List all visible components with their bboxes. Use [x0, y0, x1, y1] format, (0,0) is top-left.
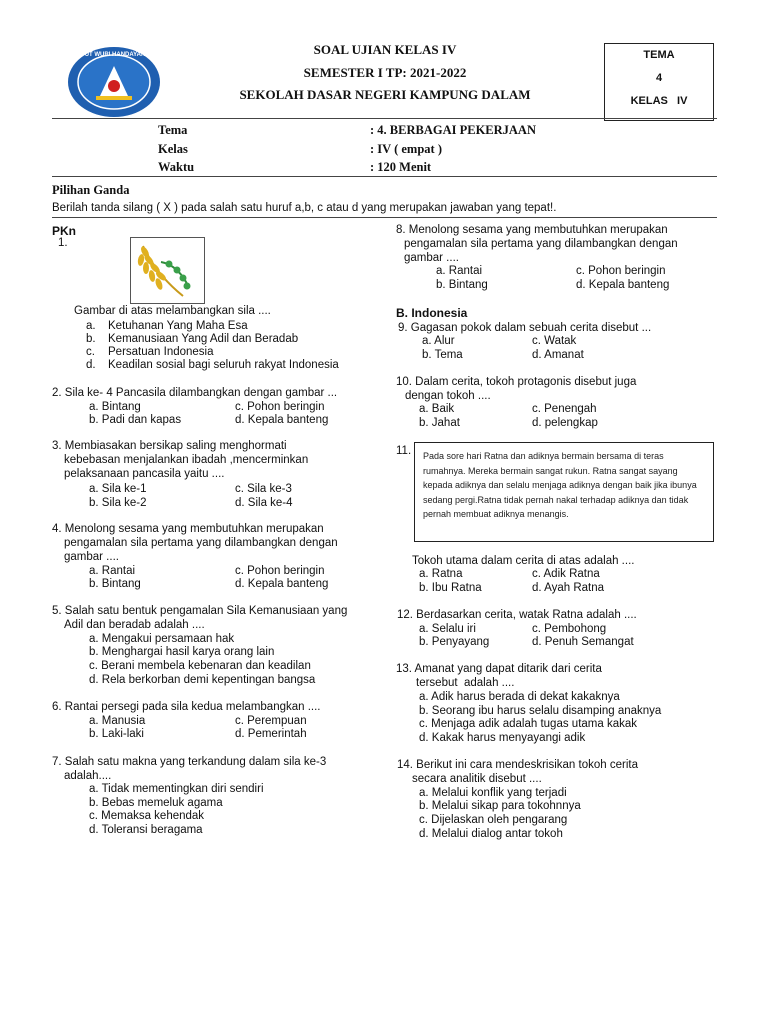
- header-title: SOAL UJIAN KELAS IV: [313, 42, 457, 57]
- q1-option-a-letter[interactable]: a.: [86, 320, 96, 332]
- q11-option-a[interactable]: a. Ratna: [419, 568, 463, 580]
- q13-option-d[interactable]: d. Kakak harus menyayangi adik: [419, 732, 586, 744]
- q10-option-a[interactable]: a. Baik: [419, 403, 455, 415]
- q14-line1: 14. Berikut ini cara mendeskrisikan tokoh cerita: [397, 759, 638, 771]
- q7-option-d[interactable]: d. Toleransi beragama: [89, 824, 203, 836]
- q6-option-b[interactable]: b. Laki-laki: [89, 728, 144, 740]
- logo-text: TUT WURI HANDAYANI: [81, 52, 147, 58]
- q12-option-a[interactable]: a. Selalu iri: [419, 623, 476, 635]
- q3-line2: kebebasan menjalankan ibadah ,mencerminkan: [64, 454, 309, 466]
- q12-option-c[interactable]: c. Pembohong: [532, 623, 607, 635]
- q4-option-d[interactable]: d. Kepala banteng: [235, 578, 329, 590]
- padi-kapas-icon: [131, 238, 204, 303]
- subject-pkn: PKn: [52, 224, 76, 238]
- header-school: SEKOLAH DASAR NEGERI KAMPUNG DALAM: [239, 87, 531, 102]
- q8-option-a[interactable]: a. Rantai: [436, 265, 483, 277]
- q10-line1: 10. Dalam cerita, tokoh protagonis disebut juga: [396, 376, 637, 388]
- q14-option-c[interactable]: c. Dijelaskan oleh pengarang: [419, 814, 568, 826]
- q9-option-b[interactable]: b. Tema: [422, 349, 463, 361]
- q5-line1: 5. Salah satu bentuk pengamalan Sila Kemanusiaan yang: [52, 605, 348, 617]
- q12-option-b[interactable]: b. Penyayang: [419, 636, 490, 648]
- q11-option-b[interactable]: b. Ibu Ratna: [419, 582, 482, 594]
- info-kelas-label: Kelas: [158, 142, 188, 156]
- q2-option-b[interactable]: b. Padi dan kapas: [89, 414, 182, 426]
- q9-text: 9. Gagasan pokok dalam sebuah cerita disebut ...: [398, 322, 652, 334]
- q2-text: 2. Sila ke- 4 Pancasila dilambangkan dengan gambar ...: [52, 387, 338, 399]
- q8-line2: pengamalan sila pertama yang dilambangkan dengan: [404, 238, 678, 250]
- info-waktu-value: : 120 Menit: [370, 160, 432, 174]
- q13-option-c[interactable]: c. Menjaga adik adalah tugas utama kakak: [419, 718, 637, 730]
- q6-text: 6. Rantai persegi pada sila kedua melambangkan ....: [52, 701, 321, 713]
- school-logo: [66, 46, 162, 118]
- q12-text: 12. Berdasarkan cerita, watak Ratna adalah ....: [397, 609, 637, 621]
- story-text: Pada sore hari Ratna dan adiknya bermain bersama di teras rumahnya. Mereka bermain sangat rukun. Ratna sangat sayang kepada adiknya dan selalu menjaga adiknya dengan baik jika ibunya sedang pergi.Ratna tidak pernah nakal terhadap adiknya dan tidak pernah membuat adiknya menangis.: [423, 451, 697, 519]
- instruction-divider: [52, 217, 717, 218]
- q11-text: Tokoh utama dalam cerita di atas adalah ....: [412, 555, 635, 567]
- q3-option-d[interactable]: d. Sila ke-4: [235, 497, 293, 509]
- q7-line1: 7. Salah satu makna yang terkandung dalam sila ke-3: [52, 756, 327, 768]
- q4-option-c[interactable]: c. Pohon beringin: [235, 565, 325, 577]
- q10-option-d[interactable]: d. pelengkap: [532, 417, 598, 429]
- q11-number: 11.: [396, 445, 412, 457]
- subject-bindonesia: B. Indonesia: [396, 306, 468, 320]
- q14-option-b[interactable]: b. Melalui sikap para tokohnnya: [419, 800, 581, 812]
- q1-option-c-letter[interactable]: c.: [86, 346, 95, 358]
- info-tema-value: : 4. BERBAGAI PEKERJAAN: [370, 123, 536, 137]
- info-divider: [52, 176, 717, 177]
- q9-option-c[interactable]: c. Watak: [532, 335, 577, 347]
- q12-option-d[interactable]: d. Penuh Semangat: [532, 636, 634, 648]
- q8-option-c[interactable]: c. Pohon beringin: [576, 265, 666, 277]
- header-semester: SEMESTER I TP: 2021-2022: [303, 65, 467, 80]
- info-kelas-value: : IV ( empat ): [370, 142, 442, 156]
- q3-option-a[interactable]: a. Sila ke-1: [89, 483, 147, 495]
- q8-line1: 8. Menolong sesama yang membutuhkan merupakan: [396, 224, 668, 236]
- tema-box: [604, 43, 714, 121]
- q8-option-b[interactable]: b. Bintang: [436, 279, 488, 291]
- q3-line1: 3. Membiasakan bersikap saling menghormati: [52, 440, 287, 452]
- q8-option-d[interactable]: d. Kepala banteng: [576, 279, 670, 291]
- q1-option-a[interactable]: Ketuhanan Yang Maha Esa: [108, 320, 248, 332]
- q10-option-c[interactable]: c. Penengah: [532, 403, 597, 415]
- q1-option-d-letter[interactable]: d.: [86, 359, 96, 371]
- padi-kapas-image: [130, 237, 205, 304]
- q9-option-a[interactable]: a. Alur: [422, 335, 455, 347]
- story-box: [414, 442, 714, 542]
- q4-line3: gambar ....: [64, 551, 119, 563]
- q14-option-d[interactable]: d. Melalui dialog antar tokoh: [419, 828, 563, 840]
- q2-option-d[interactable]: d. Kepala banteng: [235, 414, 329, 426]
- q5-line2: Adil dan beradab adalah ....: [64, 619, 205, 631]
- tema-label: TEMA: [643, 49, 675, 61]
- q1-text: Gambar di atas melambangkan sila ....: [74, 305, 271, 317]
- q11-option-c[interactable]: c. Adik Ratna: [532, 568, 600, 580]
- tema-value: 4: [655, 72, 663, 84]
- q11-option-d[interactable]: d. Ayah Ratna: [532, 582, 605, 594]
- q6-option-d[interactable]: d. Pemerintah: [235, 728, 307, 740]
- q13-line2: tersebut adalah ....: [416, 677, 515, 689]
- q14-option-a[interactable]: a. Melalui konflik yang terjadi: [419, 787, 567, 799]
- q13-line1: 13. Amanat yang dapat ditarik dari cerita: [396, 663, 602, 675]
- q4-option-b[interactable]: b. Bintang: [89, 578, 141, 590]
- q1-option-b-letter[interactable]: b.: [86, 333, 96, 345]
- q1-option-d[interactable]: Keadilan sosial bagi seluruh rakyat Indonesia: [108, 359, 339, 371]
- q5-option-a[interactable]: a. Mengakui persamaan hak: [89, 633, 235, 645]
- q2-option-c[interactable]: c. Pohon beringin: [235, 401, 325, 413]
- q14-line2: secara analitik disebut ....: [412, 773, 542, 785]
- q5-option-c[interactable]: c. Berani membela kebenaran dan keadilan: [89, 660, 311, 672]
- q10-option-b[interactable]: b. Jahat: [419, 417, 460, 429]
- q3-option-b[interactable]: b. Sila ke-2: [89, 497, 147, 509]
- q3-line3: pelaksanaan pancasila yaitu ....: [64, 468, 225, 480]
- q7-line2: adalah....: [64, 770, 112, 782]
- q4-line2: pengamalan sila pertama yang dilambangkan dengan: [64, 537, 338, 549]
- instruction: Berilah tanda silang ( X ) pada salah satu huruf a,b, c atau d yang merupakan jawaban yang tepat!.: [52, 202, 557, 214]
- kelas-label: KELAS IV: [630, 95, 688, 107]
- section-title: Pilihan Ganda: [52, 183, 130, 197]
- q6-option-a[interactable]: a. Manusia: [89, 715, 146, 727]
- q8-line3: gambar ....: [404, 252, 459, 264]
- q5-option-d[interactable]: d. Rela berkorban demi kepentingan bangsa: [89, 674, 316, 686]
- q4-option-a[interactable]: a. Rantai: [89, 565, 136, 577]
- q1-number: 1.: [58, 237, 68, 249]
- q9-option-d[interactable]: d. Amanat: [532, 349, 584, 361]
- header-divider: [52, 118, 717, 119]
- q1-option-c[interactable]: Persatuan Indonesia: [108, 346, 214, 358]
- q7-option-b[interactable]: b. Bebas memeluk agama: [89, 797, 223, 809]
- q4-line1: 4. Menolong sesama yang membutuhkan merupakan: [52, 523, 324, 535]
- q13-option-b[interactable]: b. Seorang ibu harus selalu disamping anaknya: [419, 705, 662, 717]
- info-tema-label: Tema: [158, 123, 188, 137]
- info-waktu-label: Waktu: [158, 160, 195, 174]
- q7-option-a[interactable]: a. Tidak mementingkan diri sendiri: [89, 783, 264, 795]
- q13-option-a[interactable]: a. Adik harus berada di dekat kakaknya: [419, 691, 620, 703]
- q1-option-b[interactable]: Kemanusiaan Yang Adil dan Beradab: [108, 333, 299, 345]
- q10-line2: dengan tokoh ....: [405, 390, 491, 402]
- q5-option-b[interactable]: b. Menghargai hasil karya orang lain: [89, 646, 275, 658]
- q6-option-c[interactable]: c. Perempuan: [235, 715, 307, 727]
- q3-option-c[interactable]: c. Sila ke-3: [235, 483, 292, 495]
- q7-option-c[interactable]: c. Memaksa kehendak: [89, 810, 205, 822]
- q2-option-a[interactable]: a. Bintang: [89, 401, 141, 413]
